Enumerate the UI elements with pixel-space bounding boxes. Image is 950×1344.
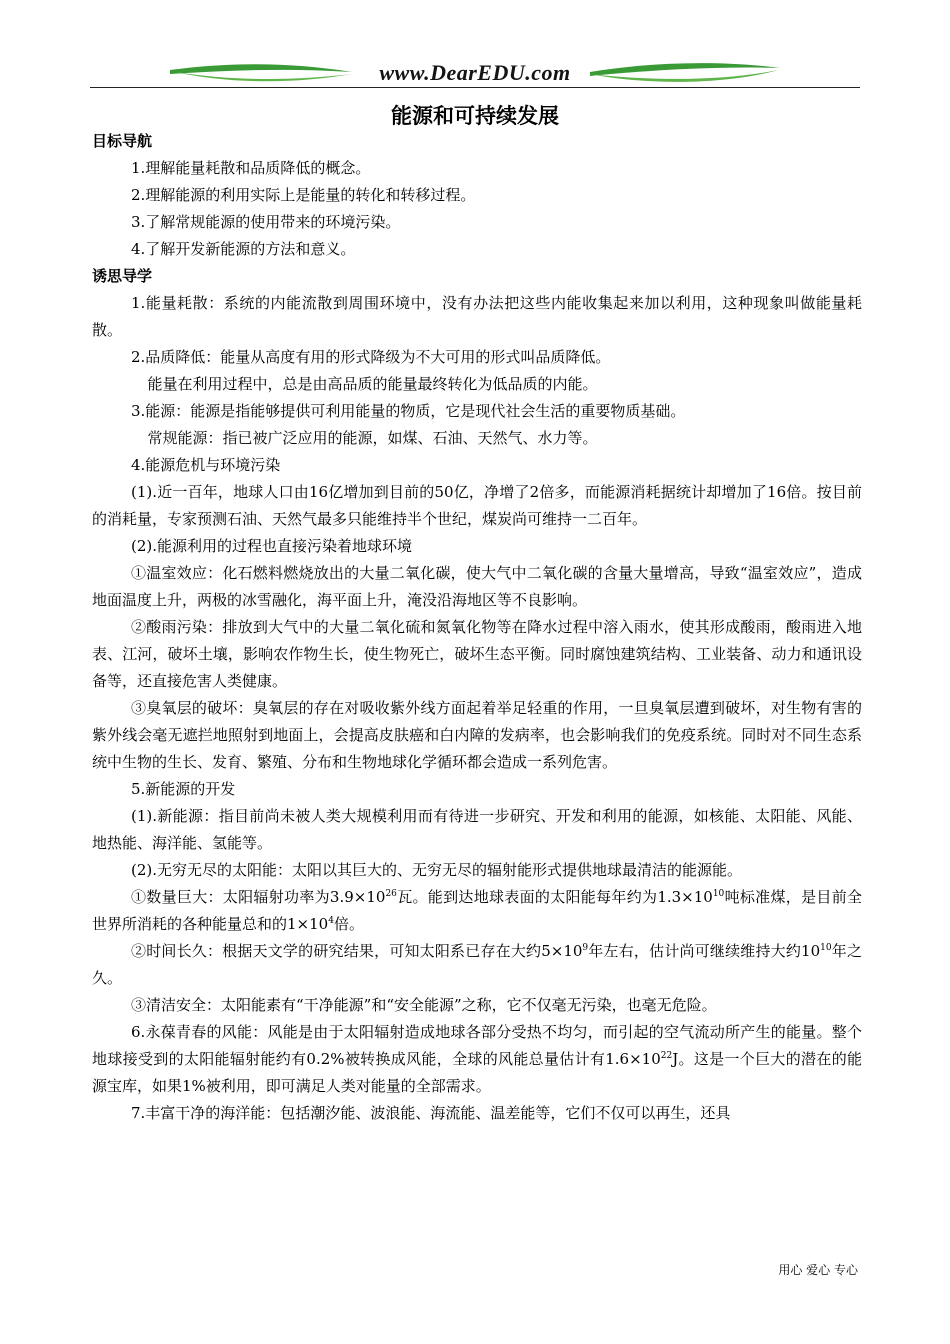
superscript: 9 (582, 943, 589, 953)
goal-item: 3.了解常规能源的使用带来的环境污染。 (131, 213, 401, 231)
guide-heading: 诱思导学 (92, 267, 153, 285)
superscript: 4 (328, 916, 334, 926)
paragraph-solar: (2).无穷无尽的太阳能：太阳以其巨大的、无穷无尽的辐射能形式提供地球最清洁的能源能。 (131, 861, 743, 879)
superscript: 10 (820, 943, 832, 953)
goal-item: 2.理解能源的利用实际上是能量的转化和转移过程。 (131, 186, 476, 204)
paragraph-ocean: 7.丰富干净的海洋能：包括潮汐能、波浪能、海流能、温差能等，它们不仅可以再生，还具 (131, 1104, 731, 1122)
goal-item: 1.理解能量耗散和品质降低的概念。 (131, 159, 371, 177)
paragraph-quality-note: 能量在利用过程中，总是由高品质的能量最终转化为低品质的内能。 (147, 375, 598, 393)
site-header (90, 58, 860, 92)
paragraph-energy-dissipation: 1.能量耗散：系统的内能流散到周围环境中，没有办法把这些内能收集起来加以利用，这种现象叫做能量耗散。 (92, 294, 862, 339)
goals-heading: 目标导航 (92, 132, 153, 150)
text-run: 倍。 (333, 915, 364, 933)
paragraph-solar-quantity (92, 884, 862, 938)
goal-item: 4.了解开发新能源的方法和意义。 (131, 240, 356, 258)
superscript: 22 (660, 1051, 673, 1061)
text-run: J。这是一个巨大的潜在的能源宝库，如果1%被利用，即可满足人类对能量的全部需求。 (92, 1050, 863, 1095)
paragraph-crisis-1: (1).近一百年，地球人口由16亿增加到目前的50亿，净增了2倍多，而能源消耗据统计却增加了16倍。按目前的消耗量，专家预测石油、天然气最多只能维持半个世纪，煤炭尚可维持一二百年。 (92, 483, 862, 528)
paragraph-acid-rain: ②酸雨污染：排放到大气中的大量二氧化硫和氮氧化物等在降水过程中溶入雨水，使其形成酸雨，酸雨进入地表、江河，破坏土壤，影响农作物生长，使生物死亡，破坏生态平衡。同时腐蚀建筑结构、工业装备、动力和通讯设备等，还直接危害人类健康。 (92, 618, 862, 690)
text-run: 年左右，估计尚可继续维持大约10 (588, 942, 821, 960)
site-url: www.DearEDU.com (379, 60, 571, 85)
text-run: 瓦。能到达地球表面的太阳能每年约为1.3×10 (396, 888, 713, 906)
paragraph-ozone: ③臭氧层的破坏：臭氧层的存在对吸收紫外线方面起着举足轻重的作用，一旦臭氧层遭到破坏，对生物有害的紫外线会毫无遮拦地照射到地面上，会提高皮肤癌和白内障的发病率，也会影响我们的免疫系统。同时对不同生态系统中生物的生长、发育、繁殖、分布和生物地球化学循环都会造成一系列危害。 (92, 699, 862, 771)
paragraph-wind (92, 1019, 862, 1100)
paragraph-quality-degradation: 2.品质降低：能量从高度有用的形式降级为不大可用的形式叫品质降低。 (131, 348, 611, 366)
paragraph-crisis-heading: 4.能源危机与环境污染 (131, 456, 281, 474)
text-run: ②时间长久：根据天文学的研究结果，可知太阳系已存在大约5×10 (131, 942, 583, 960)
superscript: 26 (385, 889, 397, 899)
paragraph-conventional-energy: 常规能源：指已被广泛应用的能源，如煤、石油、天然气、水力等。 (147, 429, 598, 447)
paragraph-crisis-2: (2).能源利用的过程也直接污染着地球环境 (131, 537, 413, 555)
document-title: 能源和可持续发展 (391, 103, 559, 128)
superscript: 10 (712, 889, 725, 899)
paragraph-energy-source: 3.能源：能源是指能够提供可利用能量的物质，它是现代社会生活的重要物质基础。 (131, 402, 686, 420)
document-body (92, 128, 862, 1127)
paragraph-greenhouse: ①温室效应：化石燃料燃烧放出的大量二氧化碳，使大气中二氧化碳的含量大量增高，导致“温室效应”，造成地面温度上升，两极的冰雪融化，海平面上升，淹没沿海地区等不良影响。 (92, 564, 862, 609)
paragraph-solar-clean: ③清洁安全：太阳能素有“干净能源”和“安全能源”之称，它不仅毫无污染，也毫无危险。 (131, 996, 717, 1014)
paragraph-new-energy-1: (1).新能源：指目前尚未被人类大规模利用而有待进一步研究、开发和利用的能源，如核能、太阳能、风能、地热能、海洋能、氢能等。 (92, 807, 862, 852)
text-run: 年之久。 (92, 942, 862, 987)
text-run: ①数量巨大：太阳辐射功率为3.9×10 (131, 888, 386, 906)
paragraph-solar-duration (92, 938, 862, 992)
text-run: 6.永葆青春的风能：风能是由于太阳辐射造成地球各部分受热不均匀，而引起的空气流动所产生的能量。整个地球接受到的太阳能辐射能约有0.2%被转换成风能，全球的风能总量估计有1.6×10 (92, 1023, 862, 1068)
page-footer: 用心 爱心 专心 (778, 1263, 858, 1277)
paragraph-new-energy-heading: 5.新能源的开发 (131, 780, 236, 798)
text-run: 吨标准煤，是目前全世界所消耗的各种能量总和的1×10 (92, 888, 862, 933)
header-divider (90, 87, 860, 88)
